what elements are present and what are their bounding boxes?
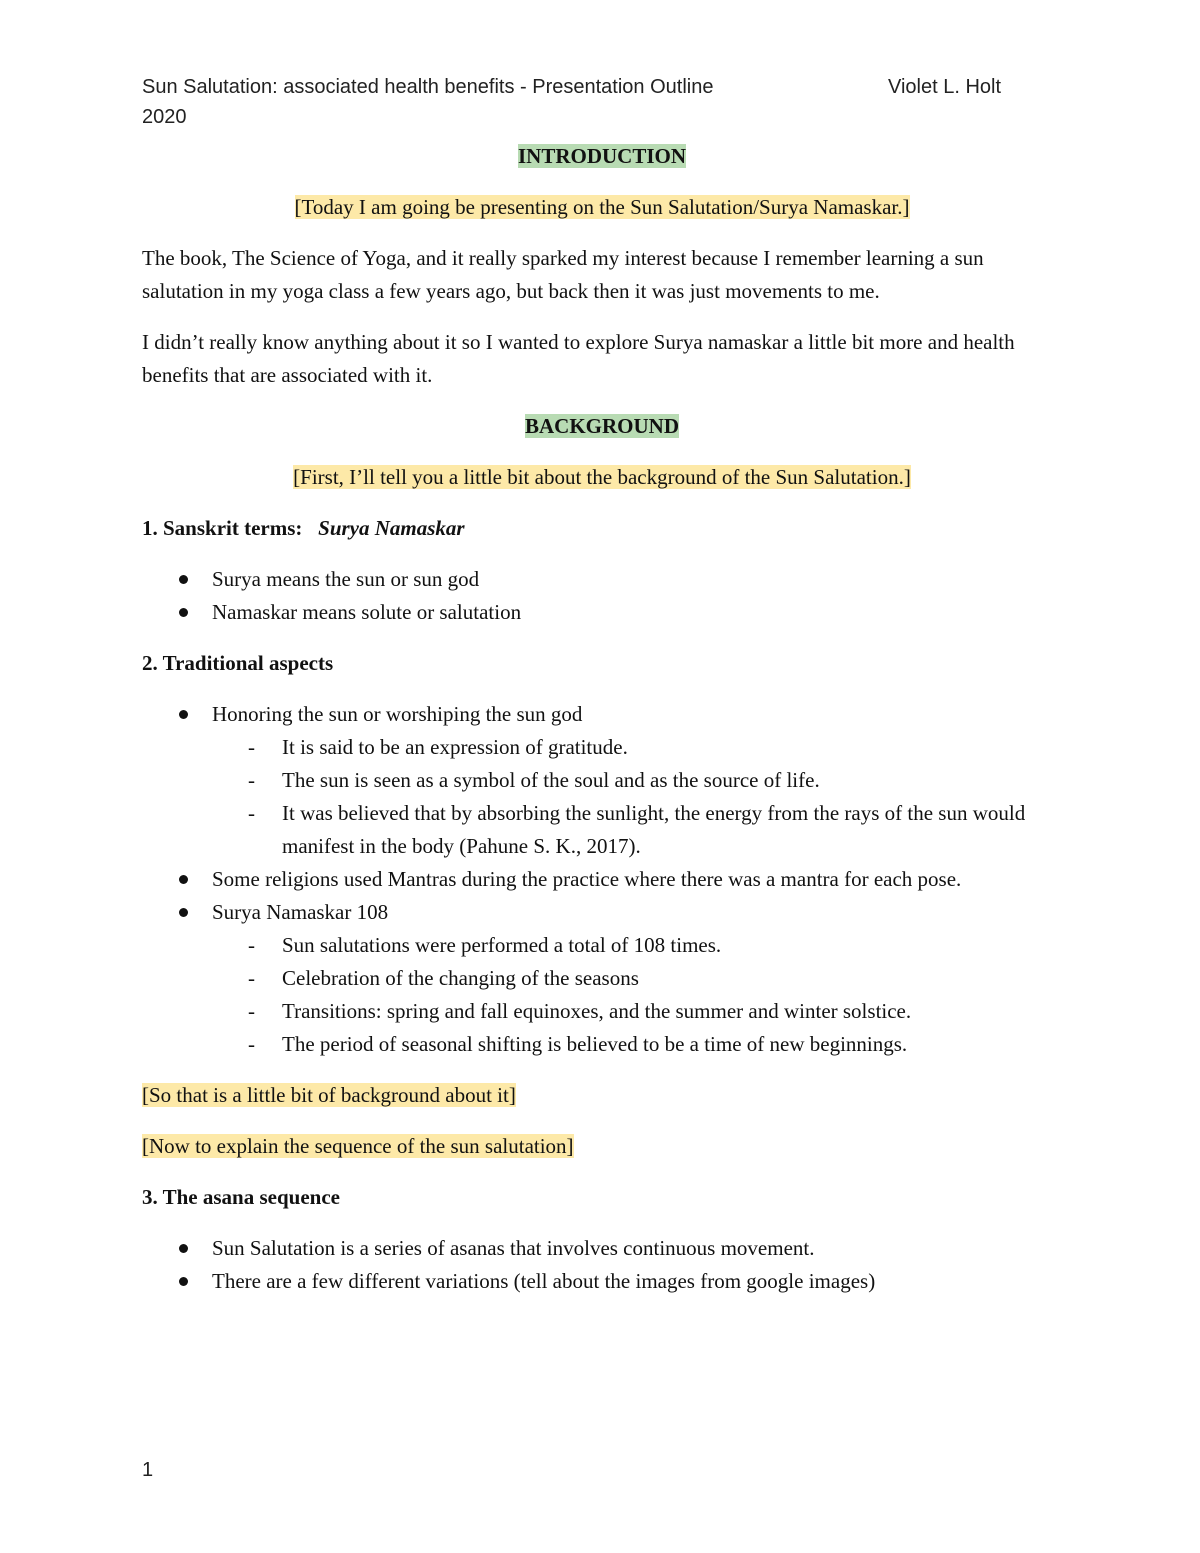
section-sanskrit-terms-title: 1. Sanskrit terms: Surya Namaskar [142,516,465,540]
dash-icon: - [248,735,255,759]
traditional-aspects-list [142,698,1062,1061]
sub-list-item: - Celebration of the changing of the seasons [212,962,1062,995]
sub-list-item: - It is said to be an expression of gratitude. [212,731,1062,764]
list-item: Some religions used Mantras during the practice where there was a mantra for each pose. [142,863,1062,896]
list-item: Honoring the sun or worshiping the sun god - It is said to be an expression of gratitude. - The sun is seen as a symbol of the soul and as the source of life. - It was believed that by absorbing the sunlight, the energy from the rays of the sun would manifest in the body (Pahune S. K., 2017). [142,698,1062,863]
background-heading: BACKGROUND [524,414,679,438]
section-asana-sequence-title: 3. The asana sequence [142,1185,340,1209]
header-title: Sun Salutation: associated health benefits - Presentation Outline [142,76,714,98]
sequence-intro-note: [Now to explain the sequence of the sun salutation] [142,1134,574,1158]
bullet-icon [179,575,188,584]
background-end-note: [So that is a little bit of background about it] [142,1083,516,1107]
bullet-icon [179,875,188,884]
header-year: 2020 [142,106,187,128]
dash-icon: - [248,966,255,990]
document-body [142,140,1062,1298]
dash-icon: - [248,999,255,1023]
dash-icon: - [248,801,255,825]
page-number: 1 [142,1459,154,1481]
sub-list-item: - Transitions: spring and fall equinoxes, and the summer and winter solstice. [212,995,1062,1028]
introduction-heading: INTRODUCTION [517,144,687,168]
dash-icon: - [248,1032,255,1056]
list-item: Surya Namaskar 108 - Sun salutations were performed a total of 108 times. - Celebration of the changing of the seasons - Transitions: spring and fall equinoxes, and the summer and winter solstice. - The period of seasonal shifting is believed to be a time of new beginnings. [142,896,1062,1061]
bullet-icon [179,908,188,917]
list-item: There are a few different variations (tell about the images from google images) [142,1265,1062,1298]
sanskrit-terms-list [142,563,1062,629]
sanskrit-term: Surya Namaskar [318,516,465,540]
bullet-icon [179,1244,188,1253]
list-item: Namaskar means solute or salutation [142,596,1062,629]
introduction-note: [Today I am going be presenting on the Sun Salutation/Surya Namaskar.] [294,195,910,219]
header-author: Violet L. Holt [888,76,1002,98]
sub-list [212,731,1062,863]
sub-list [212,929,1062,1061]
list-item: Surya means the sun or sun god [142,563,1062,596]
sub-list-item: - Sun salutations were performed a total of 108 times. [212,929,1062,962]
section-traditional-aspects-title: 2. Traditional aspects [142,651,334,675]
list-item: Sun Salutation is a series of asanas that involves continuous movement. [142,1232,1062,1265]
sub-list-item: - It was believed that by absorbing the sunlight, the energy from the rays of the sun would manifest in the body (Pahune S. K., 2017). [212,797,1062,863]
bullet-icon [179,710,188,719]
background-note: [First, I’ll tell you a little bit about the background of the Sun Salutation.] [293,465,911,489]
dash-icon: - [248,768,255,792]
sub-list-item: - The sun is seen as a symbol of the soul and as the source of life. [212,764,1062,797]
sub-list-item: - The period of seasonal shifting is believed to be a time of new beginnings. [212,1028,1062,1061]
asana-sequence-list [142,1232,1062,1298]
introduction-paragraph-1: The book, The Science of Yoga, and it really sparked my interest because I remember learning a sun salutation in my yoga class a few years ago, but back then it was just movements to me. [142,246,984,303]
introduction-paragraph-2: I didn’t really know anything about it so I wanted to explore Surya namaskar a little bit more and health benefits that are associated with it. [142,330,1015,387]
dash-icon: - [248,933,255,957]
bullet-icon [179,608,188,617]
bullet-icon [179,1277,188,1286]
